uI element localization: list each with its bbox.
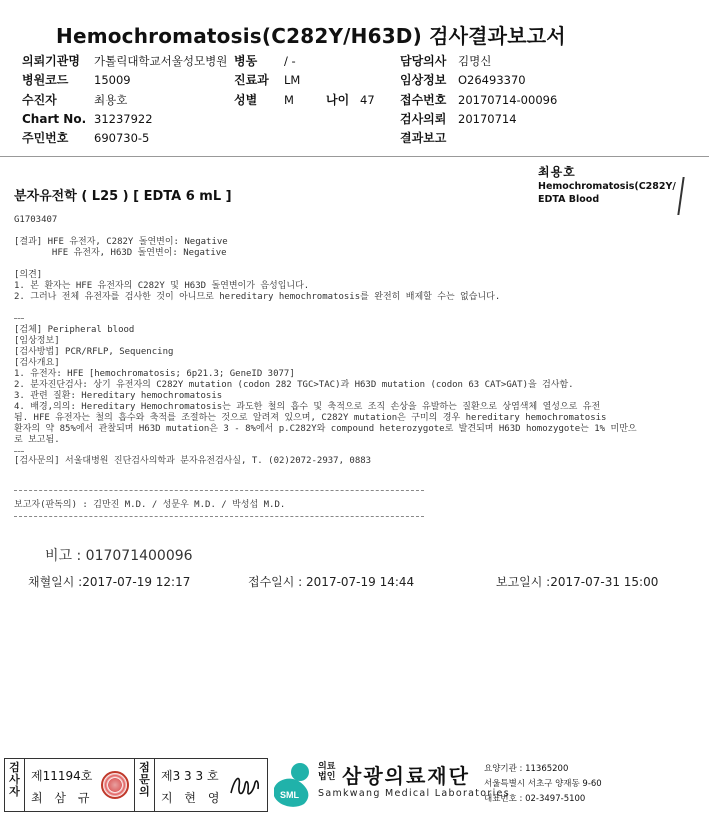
inspector-cell bbox=[25, 759, 135, 811]
result-report-label: 결과보고 bbox=[400, 131, 447, 146]
overview-line: 환자의 약 85%에서 관찰되며 H63D mutation은 3 - 8%에서 p.C282Y와 compound heterozygote로 발견되며 H63D homozygote는 1% 미만으 bbox=[14, 424, 637, 434]
inspector-license: 제11194호 bbox=[31, 769, 93, 783]
reporter: 보고자(판독의) : 김만진 M.D. / 성문우 M.D. / 박성섭 M.D. bbox=[14, 500, 286, 510]
overview-title: [검사개요] bbox=[14, 358, 60, 368]
inspector-name: 최 삼 규 bbox=[31, 791, 94, 805]
overview-line: 4. 배경,의의: Hereditary Hemochromatosis는 과도한 철의 흡수 및 축적으로 조직 손상을 유발하는 질환으로 상염색체 열성으로 유전 bbox=[14, 402, 601, 412]
dept-label: 진료과 bbox=[234, 73, 269, 88]
institution-number: 요양기관 : 11365200 bbox=[484, 764, 569, 774]
chart-no-value: 31237922 bbox=[94, 111, 153, 126]
specimen: [검체] Peripheral blood bbox=[14, 325, 135, 335]
report-date: 보고일시 :2017-07-31 15:00 bbox=[496, 575, 659, 589]
section-divider bbox=[14, 516, 424, 517]
age-label: 나이 bbox=[326, 92, 350, 107]
opinion-line: 1. 본 환자는 HFE 유전자의 C282Y 및 H63D 돌연변이가 음성입니다. bbox=[14, 281, 310, 291]
corp-label: 의료 법인 bbox=[318, 762, 336, 782]
opinion-title: [의견] bbox=[14, 270, 43, 280]
patient-value: 최용호 bbox=[94, 92, 128, 107]
rrn-value: 690730-5 bbox=[94, 131, 150, 146]
organization-address: 서울특별시 서초구 양재동 9-60 bbox=[484, 779, 602, 789]
sex-value: M bbox=[284, 92, 294, 107]
logo-text: SML bbox=[280, 790, 299, 800]
clinical-info-title: [임상정보] bbox=[14, 336, 60, 346]
hospital-code-label: 병원코드 bbox=[22, 73, 69, 88]
overview-line: 3. 관련 질환: Hereditary hemochromatosis bbox=[14, 391, 223, 401]
reviewer-name: 지 현 영 bbox=[161, 791, 224, 805]
request-date-value: 20170714 bbox=[458, 111, 517, 126]
collection-date: 채혈일시 :2017-07-19 12:17 bbox=[28, 575, 191, 589]
report-header-tube: EDTA Blood bbox=[538, 194, 600, 205]
reviewer-license: 제3 3 3 호 bbox=[161, 769, 219, 783]
report-header-patient: 최용호 bbox=[538, 165, 576, 179]
scanned-report bbox=[0, 159, 709, 749]
organization-phone: 대표번호 : 02-3497-5100 bbox=[484, 794, 586, 804]
overview-line: 1. 유전자: HFE [hemochromatosis; 6p21.3; GeneID 3077] bbox=[14, 369, 295, 379]
requesting-org-label: 의뢰기관명 bbox=[22, 54, 80, 68]
info-row-5 bbox=[22, 129, 682, 148]
inspector-label: 검 사 자 bbox=[5, 759, 25, 811]
requesting-org-value: 가톨릭대학교서울성모병원 bbox=[94, 54, 228, 68]
dept-value: LM bbox=[284, 73, 301, 88]
physician-value: 김명신 bbox=[458, 54, 492, 68]
organization-english-name: Samkwang Medical Laboratories bbox=[318, 788, 510, 799]
report-header-test: Hemochromatosis(C282Y/ bbox=[538, 181, 676, 192]
result-line: HFE 유전자, H63D 돌연변이: Negative bbox=[14, 248, 227, 258]
sample-id: G1703407 bbox=[14, 215, 58, 225]
info-row-1 bbox=[22, 52, 682, 71]
ward-label: 병동 bbox=[234, 54, 258, 68]
overview-line: 로 보고됨. bbox=[14, 435, 60, 445]
header-mark bbox=[677, 177, 684, 215]
section-divider bbox=[14, 490, 424, 491]
clinical-info-value: O26493370 bbox=[458, 73, 526, 88]
info-row-3 bbox=[22, 91, 682, 110]
reception-no-label: 접수번호 bbox=[400, 92, 447, 107]
physician-label: 담당의사 bbox=[400, 54, 447, 68]
reference-number: 비고 : 017071400096 bbox=[45, 548, 193, 564]
organization-name: 삼광의료재단 bbox=[342, 764, 470, 788]
overview-line: 됨. HFE 유전자는 철의 흡수와 축적를 조절하는 것으로 알려져 있으며, C282Y mutation은 구미의 경우 hereditary hemochromatosis bbox=[14, 413, 607, 423]
footer bbox=[0, 754, 709, 816]
overview-line: 2. 분자진단검사: 상기 유전자의 C282Y mutation (codon 282 TGC>TAC)과 H63D mutation (codon 63 CAT>GAT)을 검사함. bbox=[14, 380, 574, 390]
organization-contact bbox=[484, 762, 602, 807]
hospital-code-value: 15009 bbox=[94, 73, 131, 88]
reviewer-label: 점 문 의 bbox=[135, 759, 155, 811]
chart-no-label: Chart No. bbox=[22, 111, 87, 126]
patient-info-table bbox=[22, 52, 682, 148]
signature-icon bbox=[227, 769, 263, 803]
receipt-date: 접수일시 : 2017-07-19 14:44 bbox=[248, 575, 415, 589]
reviewer-cell bbox=[155, 759, 267, 811]
opinion-line: 2. 그러나 전체 유전자를 검사한 것이 아니므로 hereditary hemochromatosis를 완전히 배제할 수는 없습니다. bbox=[14, 292, 501, 302]
page-title: Hemochromatosis(C282Y/H63D) 검사결과보고서 bbox=[56, 24, 566, 48]
section-divider bbox=[14, 318, 24, 319]
sex-label: 성별 bbox=[234, 92, 258, 107]
department-title: 분자유전학 ( L25 ) [ EDTA 6 mL ] bbox=[14, 189, 232, 204]
request-date-label: 검사의뢰 bbox=[400, 111, 447, 126]
seal-stamp-icon bbox=[101, 771, 129, 799]
rrn-label: 주민번호 bbox=[22, 131, 69, 146]
reception-no-value: 20170714-00096 bbox=[458, 92, 558, 107]
clinical-info-label: 임상정보 bbox=[400, 73, 447, 88]
method: [검사방법] PCR/RFLP, Sequencing bbox=[14, 347, 174, 357]
header-divider bbox=[0, 156, 709, 157]
signature-box bbox=[4, 758, 268, 812]
section-divider bbox=[14, 451, 24, 452]
ward-value: / - bbox=[284, 54, 296, 68]
info-row-4 bbox=[22, 110, 682, 129]
report-header-right bbox=[538, 163, 676, 206]
age-value: 47 bbox=[360, 92, 375, 107]
result-line: [결과] HFE 유전자, C282Y 돌연변이: Negative bbox=[14, 237, 228, 247]
sml-logo-icon bbox=[272, 760, 316, 808]
inquiry: [검사문의] 서울대병원 진단검사의학과 분자유전검사실, T. (02)2072-2937, 0883 bbox=[14, 456, 372, 466]
info-row-2 bbox=[22, 71, 682, 90]
patient-label: 수진자 bbox=[22, 92, 57, 107]
